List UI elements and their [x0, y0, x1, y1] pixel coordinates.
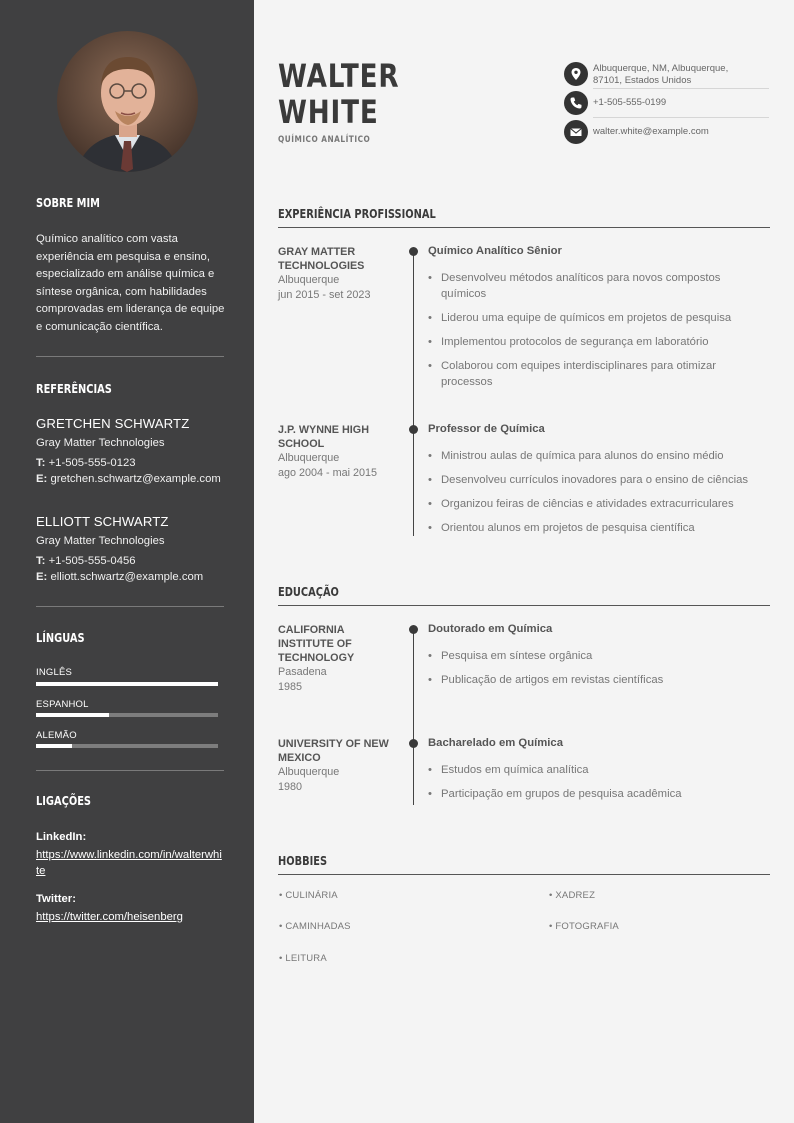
phone-value: +1-505-555-0123 — [48, 457, 136, 469]
language-level-fill — [36, 713, 109, 717]
reference-company: Gray Matter Technologies — [36, 437, 165, 449]
contact-divider — [593, 88, 769, 89]
hobby-item: • LEITURA — [279, 953, 327, 964]
timeline-dot — [409, 625, 418, 634]
section-rule — [278, 227, 770, 228]
list-item: • Organizou feiras de ciências e atividades extracurriculares — [428, 496, 768, 512]
last-name: WHITE — [278, 93, 379, 131]
job-title: QUÍMICO ANALÍTICO — [278, 135, 371, 145]
address-text — [593, 63, 728, 87]
reference-email — [36, 569, 222, 585]
email-value: elliott.schwartz@example.com — [50, 571, 204, 583]
section-rule — [278, 874, 770, 875]
experience-title: EXPERIÊNCIA PROFISSIONAL — [278, 207, 436, 221]
list-item: • Desenvolveu métodos analíticos para novos compostos químicos — [428, 270, 768, 302]
org-dates: 1985 — [278, 681, 303, 693]
phone-text: +1-505-555-0199 — [593, 97, 667, 108]
address-line: 87101, Estados Unidos — [593, 75, 692, 86]
list-item: • Ministrou aulas de química para alunos do ensino médio — [428, 448, 768, 464]
language-name: ALEMÃO — [36, 730, 77, 741]
org-location: Albuquerque — [278, 274, 340, 286]
education-title: EDUCAÇÃO — [278, 585, 339, 599]
role-title: Químico Analítico Sênior — [428, 245, 562, 257]
education-org — [278, 737, 398, 795]
list-item: • Estudos em química analítica — [428, 762, 768, 778]
hobby-item: • XADREZ — [549, 890, 596, 901]
divider — [36, 356, 224, 357]
link-label-twitter: Twitter: — [36, 893, 76, 905]
phone-label: T: — [36, 555, 46, 567]
degree-title: Doutorado em Química — [428, 623, 553, 635]
languages-title: LÍNGUAS — [36, 631, 85, 645]
hobby-item: • FOTOGRAFIA — [549, 921, 619, 932]
timeline-dot — [409, 739, 418, 748]
divider — [36, 606, 224, 607]
language-level-bar — [36, 713, 218, 717]
org-name: GRAY MATTER TECHNOLOGIES — [278, 246, 365, 272]
address-line: Albuquerque, NM, Albuquerque, — [593, 63, 729, 74]
full-name — [278, 58, 399, 130]
list-item: • Liderou uma equipe de químicos em projetos de pesquisa — [428, 310, 768, 326]
language-level-fill — [36, 744, 72, 748]
language-level-bar — [36, 744, 218, 748]
degree-title: Bacharelado em Química — [428, 737, 563, 749]
sidebar — [0, 0, 254, 1123]
envelope-icon — [564, 120, 588, 144]
org-dates: ago 2004 - mai 2015 — [278, 467, 378, 479]
org-location: Pasadena — [278, 666, 327, 678]
list-item: • Colaborou com equipes interdisciplinares para otimizar processos — [428, 358, 768, 390]
twitter-link[interactable]: https://twitter.com/heisenberg — [36, 911, 183, 923]
linkedin-link[interactable]: https://www.linkedin.com/in/walterwhite — [36, 849, 222, 877]
org-name: UNIVERSITY OF NEW MEXICO — [278, 738, 389, 764]
section-rule — [278, 605, 770, 606]
about-text: Químico analítico com vasta experiência em pesquisa e ensino, especializado em análise química e síntese orgânica, com habilidades comprovadas em liderança de equipe e comunicação científica. — [36, 233, 225, 333]
list-item: • Desenvolveu currículos inovadores para o ensino de ciências — [428, 472, 768, 488]
hobbies-title: HOBBIES — [278, 854, 328, 868]
list-item: • Participação em grupos de pesquisa acadêmica — [428, 786, 768, 802]
reference-email — [36, 471, 222, 487]
contact-divider — [593, 117, 769, 118]
reference-name: ELLIOTT SCHWARTZ — [36, 514, 169, 529]
experience-org — [278, 245, 398, 303]
language-name: INGLÊS — [36, 667, 73, 678]
phone-icon — [564, 91, 588, 115]
list-item: • Implementou protocolos de segurança em laboratório — [428, 334, 768, 350]
education-org — [278, 623, 398, 695]
phone-value: +1-505-555-0456 — [48, 555, 136, 567]
list-item: • Orientou alunos em projetos de pesquisa científica — [428, 520, 768, 536]
timeline-dot — [409, 425, 418, 434]
hobby-item: • CAMINHADAS — [279, 921, 351, 932]
reference-phone — [36, 455, 222, 471]
main-content — [254, 0, 794, 1123]
org-location: Albuquerque — [278, 452, 340, 464]
email-value: gretchen.schwartz@example.com — [50, 473, 221, 485]
timeline-dot — [409, 247, 418, 256]
email-label: E: — [36, 473, 48, 485]
experience-org — [278, 423, 398, 481]
timeline-line — [413, 630, 414, 805]
language-level-bar — [36, 682, 218, 686]
email-text: walter.white@example.com — [593, 126, 709, 137]
first-name: WALTER — [278, 57, 400, 95]
phone-label: T: — [36, 457, 46, 469]
timeline-line — [413, 252, 414, 536]
links-title: LIGAÇÕES — [36, 794, 92, 808]
location-pin-icon — [564, 62, 588, 86]
org-name: J.P. WYNNE HIGH SCHOOL — [278, 424, 369, 450]
reference-company: Gray Matter Technologies — [36, 535, 165, 547]
list-item: • Pesquisa em síntese orgânica — [428, 648, 768, 664]
profile-photo — [57, 31, 198, 172]
reference-name: GRETCHEN SCHWARTZ — [36, 416, 190, 431]
role-title: Professor de Química — [428, 423, 545, 435]
org-location: Albuquerque — [278, 766, 340, 778]
hobby-item: • CULINÁRIA — [279, 890, 338, 901]
org-dates: 1980 — [278, 781, 303, 793]
references-title: REFERÊNCIAS — [36, 382, 112, 396]
list-item: • Publicação de artigos em revistas científicas — [428, 672, 768, 688]
language-name: ESPANHOL — [36, 699, 89, 710]
divider — [36, 770, 224, 771]
about-title: SOBRE MIM — [36, 196, 100, 210]
language-level-fill — [36, 682, 218, 686]
link-label-linkedin: LinkedIn: — [36, 831, 87, 843]
org-name: CALIFORNIA INSTITUTE OF TECHNOLOGY — [278, 624, 355, 664]
email-label: E: — [36, 571, 48, 583]
org-dates: jun 2015 - set 2023 — [278, 289, 371, 301]
reference-phone — [36, 553, 222, 569]
